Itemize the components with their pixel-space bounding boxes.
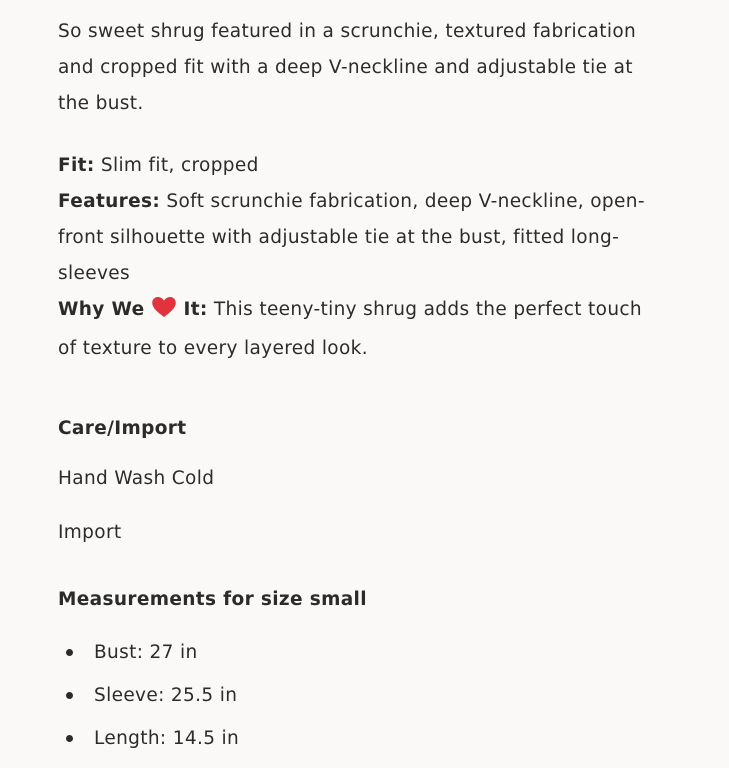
features-value-line: Soft scrunchie fabrication, deep V-neckline, open- <box>166 191 645 212</box>
measurement-item <box>58 682 698 710</box>
bullet-icon <box>66 692 73 699</box>
bullet-icon <box>66 649 73 656</box>
features-value-line: front silhouette with adjustable tie at the bust, fitted long- <box>58 227 620 248</box>
why-value-line: This teeny-tiny shrug adds the perfect touch <box>213 299 643 320</box>
red-heart-icon <box>151 295 177 331</box>
why-label-end: It: <box>183 299 208 320</box>
why-label-start: Why We <box>58 299 145 320</box>
measurement-item <box>58 639 698 667</box>
measurement-text: Length: 14.5 in <box>94 728 240 749</box>
product-details <box>58 0 698 768</box>
feature-list <box>58 148 698 367</box>
features-label: Features: <box>58 191 161 212</box>
description-line: and cropped fit with a deep V-neckline and adjustable tie at <box>58 57 633 78</box>
measurement-item <box>58 725 698 753</box>
measurements-heading: Measurements for size small <box>58 589 367 610</box>
care-import-heading: Care/Import <box>58 418 187 439</box>
fit-value: Slim fit, cropped <box>100 155 259 176</box>
heart-shape <box>153 297 177 317</box>
features-value-line: sleeves <box>58 263 130 284</box>
measurement-text: Bust: 27 in <box>94 642 198 663</box>
description-line: So sweet shrug featured in a scrunchie, textured fabrication <box>58 21 637 42</box>
care-instruction: Hand Wash Cold <box>58 468 215 489</box>
why-we-love-it-row <box>58 292 698 331</box>
fit-label: Fit: <box>58 155 95 176</box>
description-line: the bust. <box>58 93 144 114</box>
import-note: Import <box>58 522 122 543</box>
why-value-line: of texture to every layered look. <box>58 338 368 359</box>
bullet-icon <box>66 735 73 742</box>
features-row <box>58 184 698 220</box>
measurements-list <box>58 639 698 753</box>
measurement-text: Sleeve: 25.5 in <box>94 685 238 706</box>
product-description <box>58 14 698 122</box>
fit-row <box>58 148 698 184</box>
